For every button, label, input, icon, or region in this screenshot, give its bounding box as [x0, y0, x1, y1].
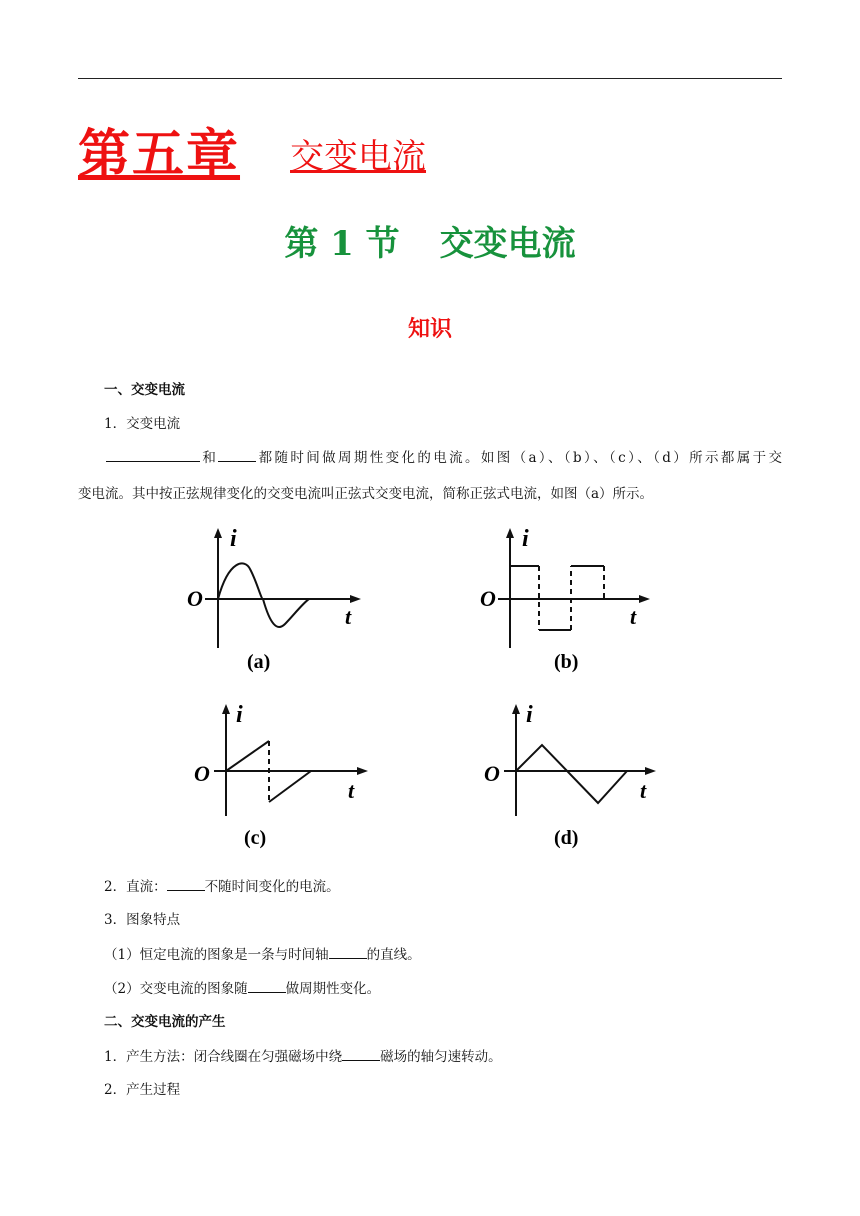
- item-text: 不随时间变化的电流。: [204, 879, 340, 895]
- x-arrow-icon: [639, 595, 650, 603]
- figure-b: [478, 524, 658, 680]
- knowledge-label: 知识: [407, 316, 452, 342]
- y-label: i: [236, 702, 243, 728]
- part1-item2: [104, 876, 340, 897]
- caption: (c): [244, 827, 267, 849]
- y-label: i: [230, 526, 237, 552]
- origin-label: O: [480, 586, 496, 611]
- part1-paragraph: [78, 440, 782, 512]
- fill-blank[interactable]: [248, 978, 286, 993]
- section-title: 交变电流: [439, 224, 576, 264]
- sine-curve: [218, 563, 309, 627]
- part1-item1-title: 1．交变电流: [104, 416, 181, 432]
- fill-blank[interactable]: [167, 876, 205, 891]
- top-rule: [78, 78, 782, 79]
- x-arrow-icon: [357, 767, 368, 775]
- y-label: i: [522, 526, 529, 552]
- origin-label: O: [187, 586, 203, 611]
- x-label: t: [348, 778, 355, 803]
- chapter-heading: [78, 112, 426, 187]
- y-label: i: [526, 702, 533, 728]
- part1-item3-2: [104, 978, 380, 999]
- y-arrow-icon: [512, 704, 520, 714]
- item-text: 的直线。: [366, 947, 421, 963]
- part1-item3-title: 3．图象特点: [104, 912, 181, 928]
- paragraph-line-1: [78, 440, 782, 476]
- caption: (a): [247, 651, 271, 673]
- part2-item1: [104, 1046, 502, 1067]
- paragraph-text: 都随时间做周期性变化的电流。如图（a）、（b）、（c）、（d）所示都属于交: [256, 450, 782, 466]
- figure-a: [185, 524, 365, 680]
- section-heading: [0, 216, 860, 265]
- origin-label: O: [484, 761, 500, 786]
- fill-blank[interactable]: [329, 944, 367, 959]
- item-text: （2）交变电流的图象随: [104, 981, 248, 997]
- part1-heading: 一、交变电流: [104, 382, 185, 398]
- item-text: 1．产生方法：闭合线圈在匀强磁场中绕: [104, 1049, 343, 1065]
- fill-blank[interactable]: [106, 447, 200, 462]
- x-arrow-icon: [350, 595, 361, 603]
- paragraph-text: 和: [200, 450, 219, 466]
- caption: (d): [554, 827, 579, 849]
- triangle-wave: [516, 745, 627, 803]
- item-text: 做周期性变化。: [285, 981, 381, 997]
- x-label: t: [630, 604, 637, 629]
- fill-blank[interactable]: [218, 447, 256, 462]
- x-label: t: [345, 604, 352, 629]
- y-arrow-icon: [214, 528, 222, 538]
- ramp-up: [226, 741, 269, 771]
- x-arrow-icon: [645, 767, 656, 775]
- section-number: 第 1 节: [284, 224, 400, 264]
- item-text: （1）恒定电流的图象是一条与时间轴: [104, 947, 329, 963]
- ramp-up-2: [269, 771, 311, 802]
- y-arrow-icon: [506, 528, 514, 538]
- part2-heading: 二、交变电流的产生: [104, 1014, 226, 1030]
- origin-label: O: [194, 761, 210, 786]
- figure-d: [482, 700, 662, 856]
- caption: (b): [554, 651, 579, 673]
- x-label: t: [640, 778, 647, 803]
- part1-item3-1: [104, 944, 421, 965]
- part2-item2: 2．产生过程: [104, 1082, 181, 1098]
- figure-c: [192, 700, 372, 856]
- item-text: 磁场的轴匀速转动。: [380, 1049, 502, 1065]
- chapter-number: 第五章: [78, 124, 241, 185]
- item-text: 2．直流：: [104, 879, 167, 895]
- chapter-title: 交变电流: [290, 137, 427, 177]
- y-arrow-icon: [222, 704, 230, 714]
- paragraph-line-2: 变电流。其中按正弦规律变化的交变电流叫正弦式交变电流，简称正弦式电流，如图（a）所示。: [78, 486, 654, 502]
- fill-blank[interactable]: [342, 1046, 380, 1061]
